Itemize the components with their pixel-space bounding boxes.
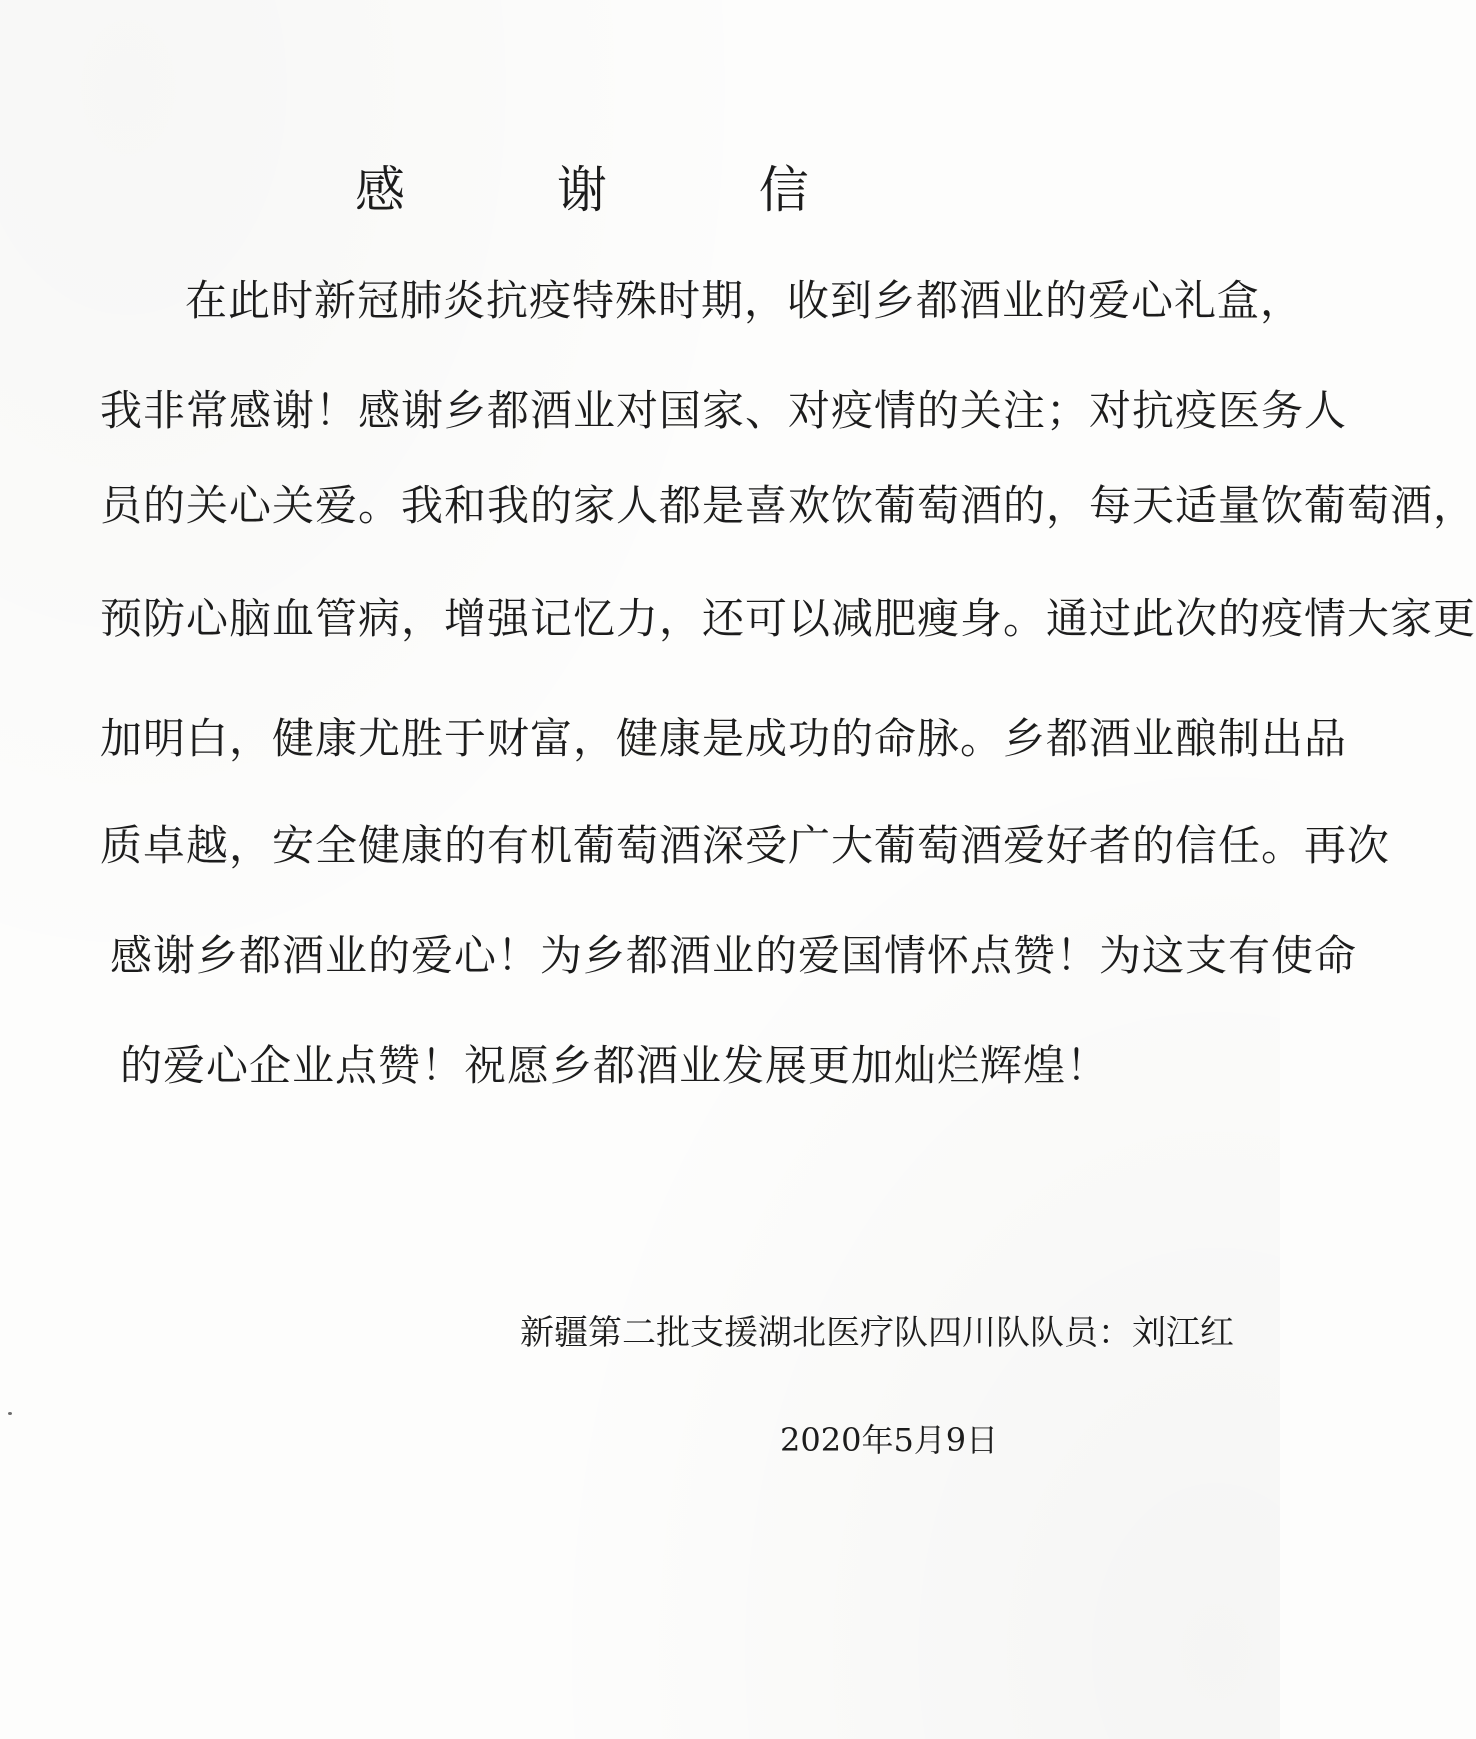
letter-date: 2020年5月9日 [780,1421,999,1459]
body-line-2: 我非常感谢！感谢乡都酒业对国家、对疫情的关注；对抗疫医务人 [100,386,1348,435]
body-line-8: 的爱心企业点赞！祝愿乡都酒业发展更加灿烂辉煌！ [120,1041,1110,1090]
body-line-6: 质卓越，安全健康的有机葡萄酒深受广大葡萄酒爱好者的信任。再次 [100,821,1391,870]
body-line-7: 感谢乡都酒业的爱心！为乡都酒业的爱国情怀点赞！为这支有使命 [110,931,1358,980]
paper-speck [8,1412,12,1415]
body-line-3: 员的关心关爱。我和我的家人都是喜欢饮葡萄酒的，每天适量饮葡萄酒， [100,481,1476,530]
letter-title: 感 谢 信 [355,161,877,219]
body-line-4: 预防心脑血管病，增强记忆力，还可以减肥瘦身。通过此次的疫情大家更 [100,594,1476,643]
signature: 新疆第二批支援湖北医疗队四川队队员：刘江红 [520,1313,1234,1353]
body-line-1: 在此时新冠肺炎抗疫特殊时期，收到乡都酒业的爱心礼盒， [185,276,1304,325]
body-line-5: 加明白，健康尤胜于财富，健康是成功的命脉。乡都酒业酿制出品 [100,714,1348,763]
